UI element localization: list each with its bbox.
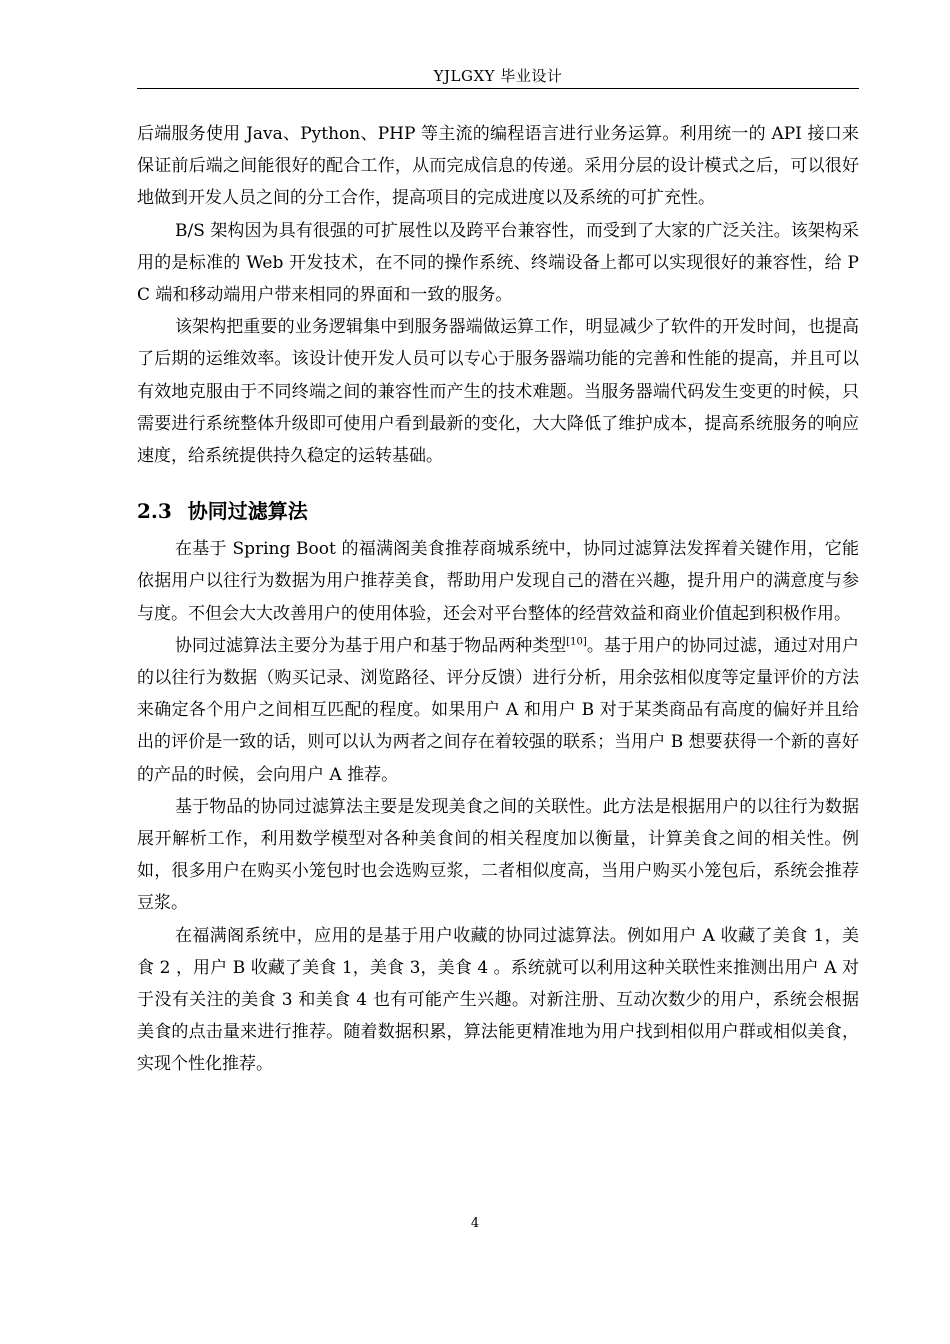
- section-heading: [137, 496, 859, 526]
- paragraph-cf-types-lead: 协同过滤算法主要分为基于用户和基于物品两种类型: [175, 635, 567, 656]
- page-body: [137, 118, 859, 1081]
- paragraph-fumange-system: 在福满阁系统中，应用的是基于用户收藏的协同过滤算法。例如用户 A 收藏了美食 1，美食 2 ，用户 B 收藏了美食 1，美食 3，美食 4 。系统就可以利用这种关联性来推测出用户 A 对于没有关注的美食 3 和美食 4 也有可能产生兴趣。对新注册、互动次数少的用户，系统会根据美食的点击量来进行推荐。随着数据积累，算法能更精准地为用户找到相似用户群或相似美食，实现个性化推荐。: [137, 925, 859, 1075]
- paragraph-cf-overview: 在基于 Spring Boot 的福满阁美食推荐商城系统中，协同过滤算法发挥着关键作用，它能依据用户以往行为数据为用户推荐美食，帮助用户发现自己的潜在兴趣，提升用户的满意度与参与度。不但会大大改善用户的使用体验，还会对平台整体的经营效益和商业价值起到积极作用。: [137, 539, 859, 624]
- paragraph-server-logic: 该架构把重要的业务逻辑集中到服务器端做运算工作，明显减少了软件的开发时间，也提高了后期的运维效率。该设计使开发人员可以专心于服务器端功能的完善和性能的提高，并且可以有效地克服由于不同终端之间的兼容性而产生的技术难题。当服务器端代码发生变更的时候，只需要进行系统整体升级即可使用户看到最新的变化，大大降低了维护成本，提高系统服务的响应速度，给系统提供持久稳定的运转基础。: [137, 317, 859, 467]
- paragraph-cf-types-body: 。基于用户的协同过滤，通过对用户的以往行为数据（购买记录、浏览路径、评分反馈）进行分析，用余弦相似度等定量评价的方法来确定各个用户之间相互匹配的程度。如果用户 A 和用户 B 对于某类商品有高度的偏好并且给出的评价是一致的话，则可以认为两者之间存在着较强的联系；当用户 B 想要获得一个新的喜好的产品的时候，会向用户 A 推荐。: [137, 635, 860, 785]
- page-number: 4: [470, 1216, 480, 1231]
- page-header: YJLGXY 毕业设计: [433, 67, 563, 85]
- paragraph-cf-types: [137, 630, 859, 791]
- citation-reference: [10]: [566, 636, 587, 648]
- paragraph-backend-services: 后端服务使用 Java、Python、PHP 等主流的编程语言进行业务运算。利用统一的 API 接口来保证前后端之间能很好的配合工作，从而完成信息的传递。采用分层的设计模式之后，可以很好地做到开发人员之间的分工合作，提高项目的完成进度以及系统的可扩充性。: [137, 124, 859, 209]
- section-number: 2.3: [137, 499, 172, 524]
- header-divider: [137, 88, 859, 89]
- paragraph-item-based-cf: 基于物品的协同过滤算法主要是发现美食之间的关联性。此方法是根据用户的以往行为数据展开解析工作，利用数学模型对各种美食间的相关程度加以衡量，计算美食之间的相关性。例如，很多用户在购买小笼包时也会选购豆浆，二者相似度高，当用户购买小笼包后，系统会推荐豆浆。: [137, 796, 859, 914]
- paragraph-bs-architecture: B/S 架构因为具有很强的可扩展性以及跨平台兼容性，而受到了大家的广泛关注。该架构采用的是标准的 Web 开发技术，在不同的操作系统、终端设备上都可以实现很好的兼容性，给 PC 端和移动端用户带来相同的界面和一致的服务。: [137, 220, 859, 306]
- section-title: 协同过滤算法: [187, 499, 308, 524]
